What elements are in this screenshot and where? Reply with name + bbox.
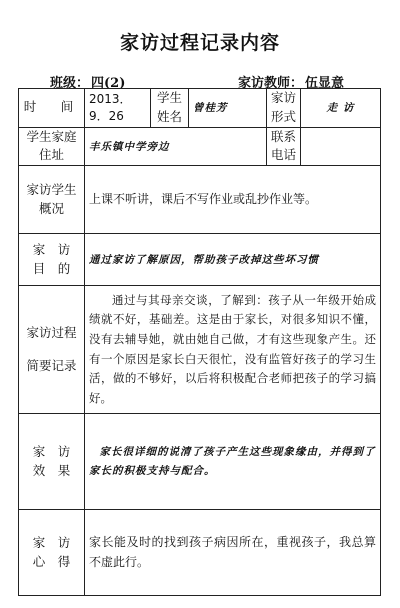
process-label [19, 286, 85, 414]
process-label-line2: 简要记录 [26, 357, 77, 373]
phone-label: 联系电话 [267, 127, 301, 166]
effect-value: 家长很详细的说清了孩子产生这些现象缘由，并得到了家长的积极支持与配合。 [85, 414, 381, 510]
row-overview [19, 166, 381, 234]
teacher-label: 家访教师： [238, 76, 304, 91]
overview-label: 家访学生概况 [19, 166, 85, 234]
student-name-value: 曾桂芳 [189, 89, 267, 128]
visit-form-value: 走 访 [301, 89, 381, 128]
visit-form-label: 家访形式 [267, 89, 301, 128]
process-value: 通过与其母亲交谈，了解到：孩子从一年级开始成绩就不好，基础差。这是由于家长，对很多知识不懂，没有去辅导她，就由她自己做，才有这些现象产生。还有一个原因是家长白天很忙，没有监管好孩子的学习生活，做的不够好，以后将积极配合老师把孩子的学习搞好。 [85, 286, 381, 414]
purpose-value: 通过家访了解原因，帮助孩子改掉这些坏习惯 [85, 234, 381, 286]
row-time [19, 89, 381, 128]
process-label-line1: 家访过程 [26, 324, 77, 340]
student-name-label: 学生姓名 [151, 89, 189, 128]
address-label: 学生家庭住址 [19, 127, 85, 166]
class-label: 班级： [50, 76, 90, 91]
time-value: 2013．9．26 [85, 89, 151, 128]
row-purpose [19, 234, 381, 286]
home-visit-form [18, 88, 381, 596]
teacher-value: 伍显意 [305, 76, 345, 91]
page-title: 家访过程记录内容 [119, 32, 280, 54]
row-address [19, 127, 381, 166]
purpose-label: 家 访 目 的 [19, 234, 85, 286]
row-process [19, 286, 381, 414]
row-experience [19, 510, 381, 596]
address-value: 丰乐镇中学旁边 [85, 127, 267, 166]
effect-label: 家 访 效 果 [19, 414, 85, 510]
experience-value: 家长能及时的找到孩子病因所在，重视孩子，我总算不虚此行。 [85, 510, 381, 596]
phone-value [301, 127, 381, 166]
time-label: 时 间 [19, 89, 85, 128]
overview-value: 上课不听讲，课后不写作业或乱抄作业等。 [85, 166, 381, 234]
experience-label: 家 访 心 得 [19, 510, 85, 596]
row-effect [19, 414, 381, 510]
class-value: 四(2) [91, 76, 126, 91]
